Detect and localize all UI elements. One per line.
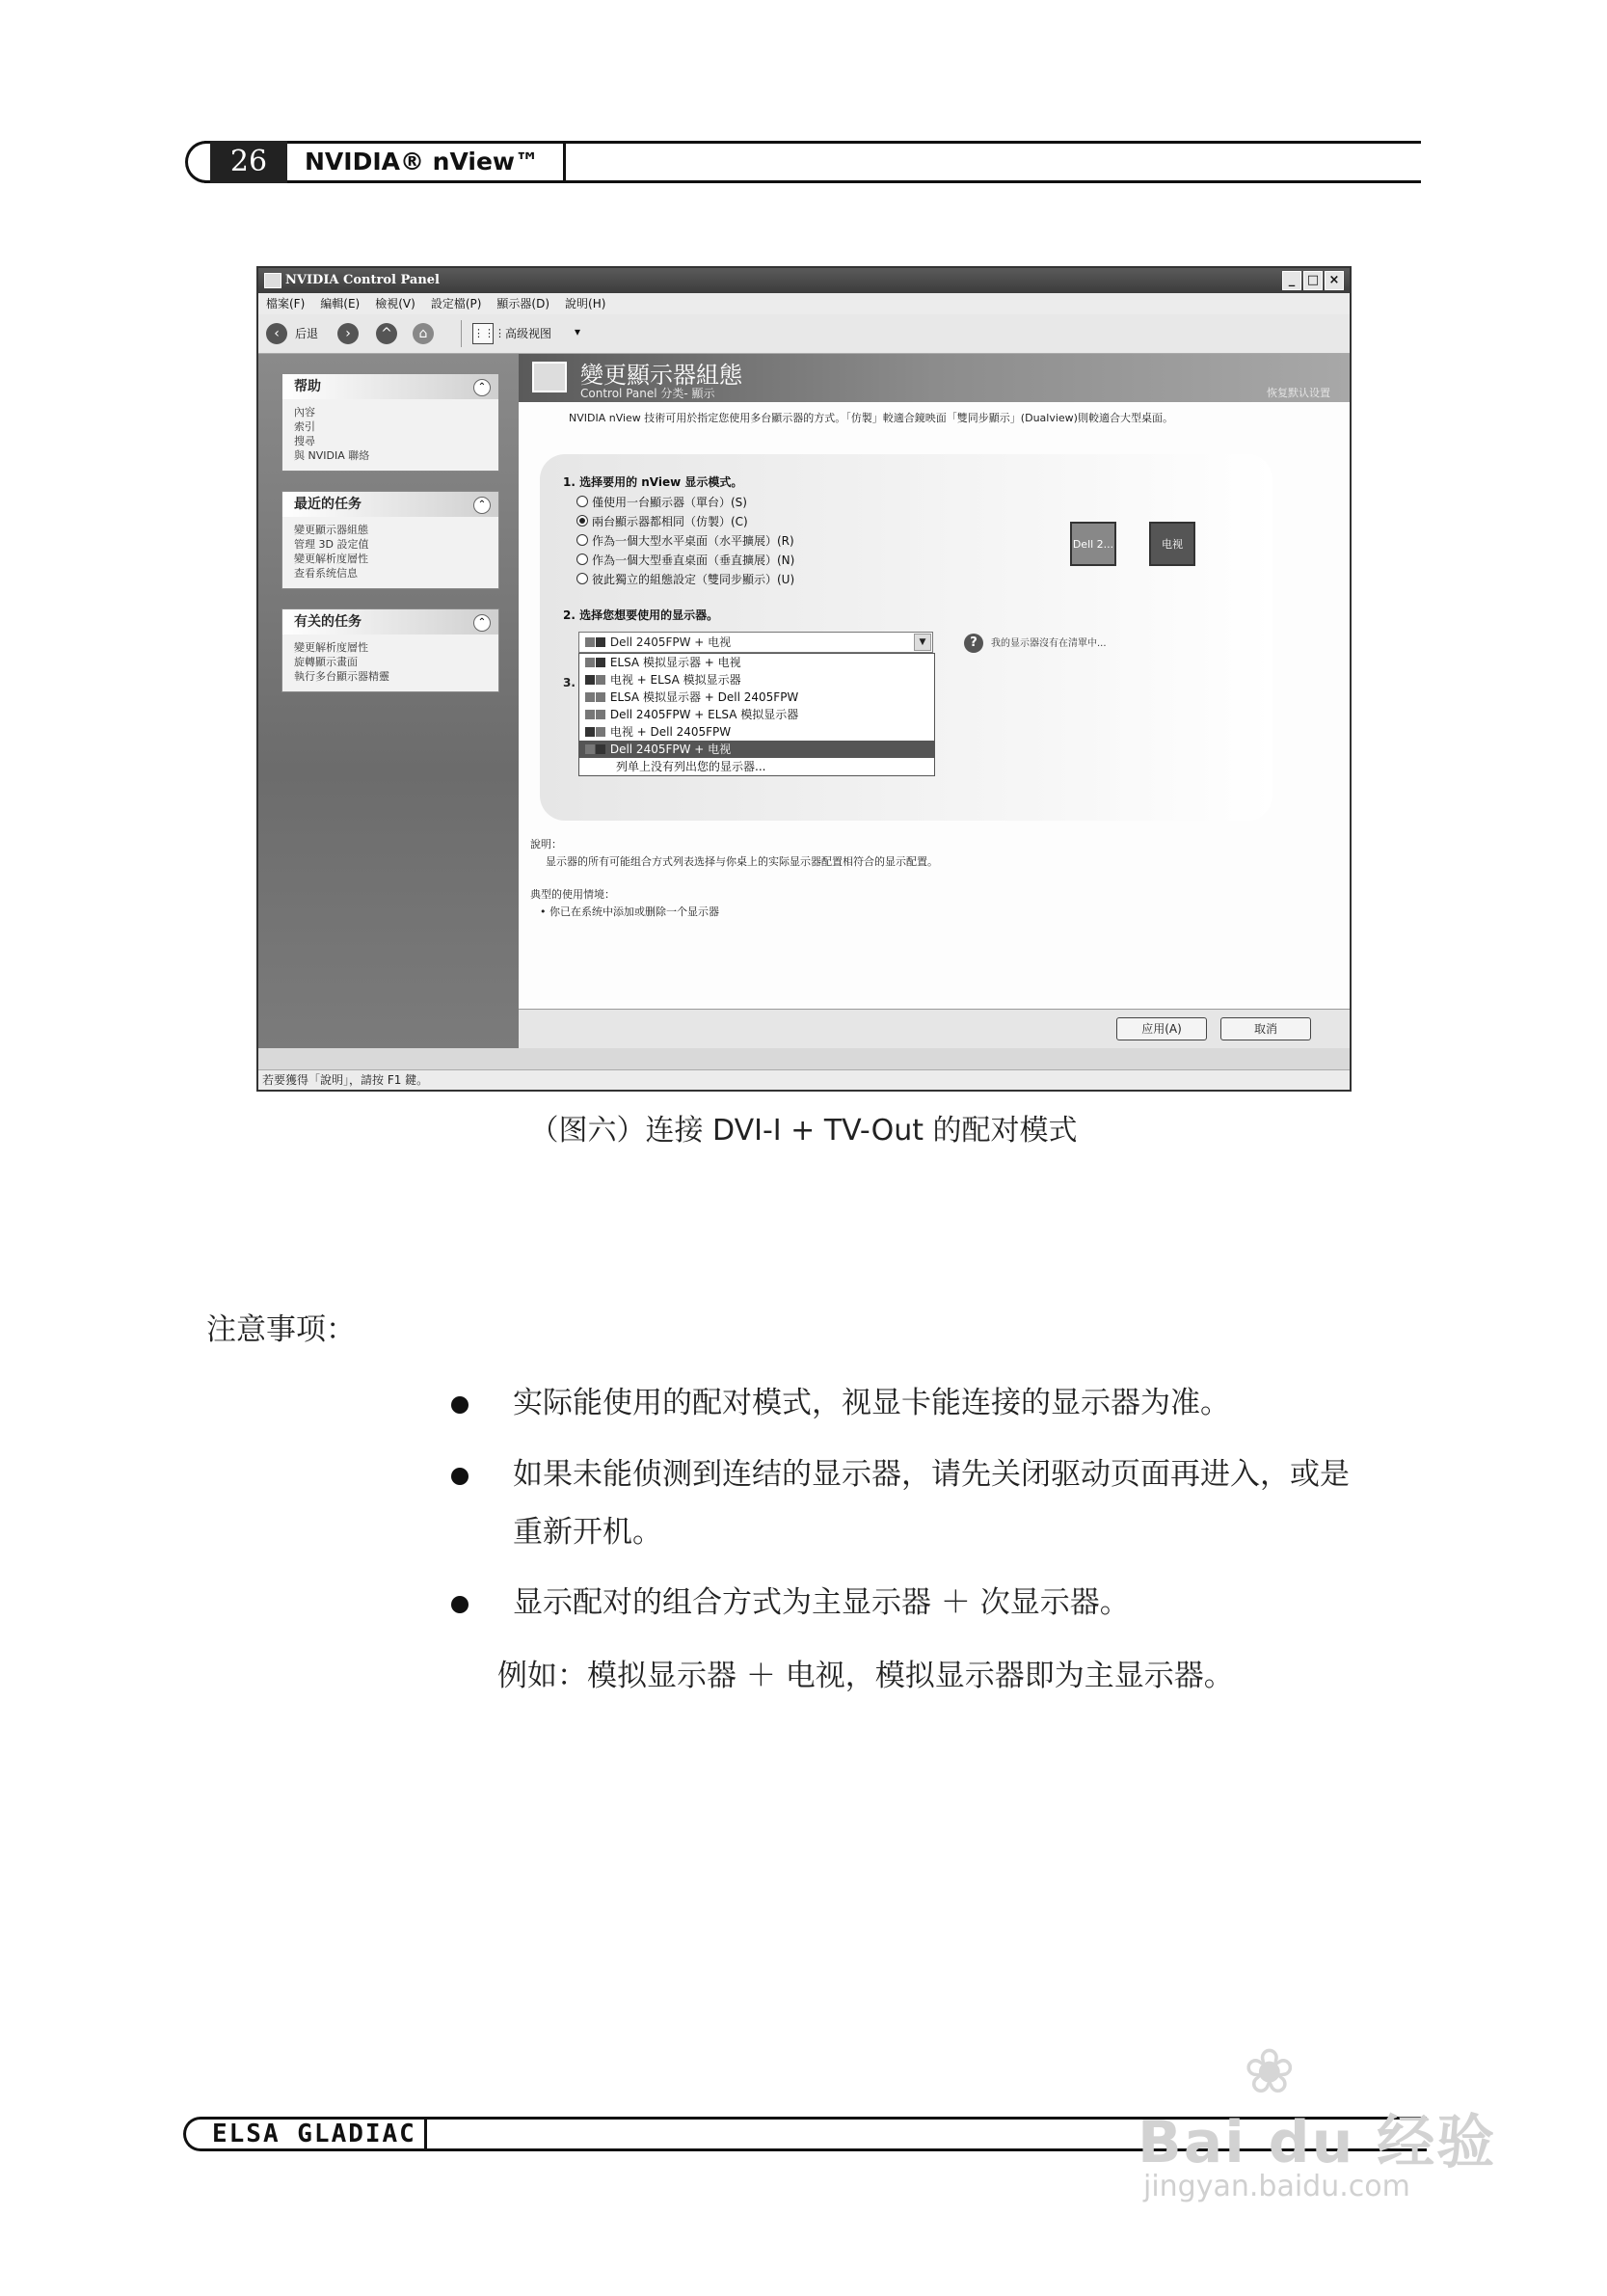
- task-group-title[interactable]: 最近的任务 ⌃: [282, 492, 498, 517]
- example-text: 例如：模拟显示器 ＋ 电视，模拟显示器即为主显示器。: [497, 1659, 1234, 1693]
- chevron-down-icon[interactable]: ▼: [914, 634, 931, 651]
- menu-view[interactable]: 檢視(V): [375, 297, 415, 311]
- task-link[interactable]: 執行多台顯示器精靈: [294, 670, 389, 683]
- radio-dualview[interactable]: 彼此獨立的組態設定（雙同步顯示）(U): [576, 571, 794, 587]
- header-separator: [563, 141, 566, 183]
- app-icon: [264, 273, 281, 288]
- restore-defaults-link[interactable]: 恢复默认设置: [1267, 387, 1330, 399]
- footer-brand: ELSA GLADIAC: [212, 2120, 416, 2148]
- advanced-view-label[interactable]: 高级视图: [505, 327, 552, 340]
- banner-subtitle: Control Panel 分类- 顯示: [580, 387, 715, 400]
- task-link[interactable]: 內容: [294, 406, 315, 419]
- menu-display[interactable]: 顯示器(D): [496, 297, 550, 311]
- back-arrow-icon[interactable]: ‹: [266, 323, 287, 344]
- bullet-text: 实际能使用的配对模式，视显卡能连接的显示器为准。: [513, 1386, 1230, 1420]
- radio-circle-checked[interactable]: [576, 515, 588, 527]
- dropdown-option[interactable]: 电视 + ELSA 模拟显示器: [579, 671, 934, 689]
- task-link[interactable]: 搜尋: [294, 435, 315, 447]
- status-bar: 若要獲得「說明」，請按 F1 鍵。: [258, 1069, 1350, 1090]
- description-text: 显示器的所有可能组合方式列表选择与你桌上的实际显示器配置相符合的显示配置。: [546, 855, 938, 868]
- dropdown-option[interactable]: 电视 + Dell 2405FPW: [579, 723, 934, 741]
- section-2-title: 2. 选择您想要使用的显示器。: [563, 608, 719, 622]
- radio-circle[interactable]: [576, 554, 588, 565]
- bullet-dot: [451, 1468, 469, 1485]
- menu-bar: [258, 293, 1350, 315]
- notice-title: 注意事项：: [206, 1312, 356, 1347]
- monitor-tv-icon[interactable]: 电视: [1149, 522, 1195, 566]
- page-header: [185, 141, 1421, 183]
- menu-help[interactable]: 說明(H): [565, 297, 606, 311]
- task-link[interactable]: 索引: [294, 420, 315, 433]
- task-group-related: [281, 608, 499, 692]
- help-link[interactable]: ? 我的显示器沒有在清單中...: [964, 634, 1107, 653]
- task-link[interactable]: 查看系统信息: [294, 567, 358, 580]
- maximize-button[interactable]: □: [1303, 271, 1323, 290]
- collapse-chevron-icon[interactable]: ⌃: [473, 614, 491, 632]
- figure-caption: （图六）连接 DVI-I + TV-Out 的配对模式: [529, 1114, 1078, 1148]
- bullet-dot: [451, 1396, 469, 1414]
- control-panel-window: [256, 266, 1352, 1092]
- view-dropdown-arrow-icon[interactable]: ▾: [575, 325, 581, 338]
- task-group-title[interactable]: 有关的任务 ⌃: [282, 609, 498, 635]
- task-link[interactable]: 變更解析度層性: [294, 553, 368, 565]
- forward-arrow-icon[interactable]: ›: [337, 323, 359, 344]
- task-group-recent: [281, 491, 499, 589]
- bullet-dot: [451, 1596, 469, 1613]
- radio-circle[interactable]: [576, 573, 588, 584]
- combo-value: Dell 2405FPW + 电视: [609, 635, 732, 649]
- tv-mini-icon: [596, 637, 605, 647]
- dropdown-option[interactable]: ELSA 模拟显示器 + Dell 2405FPW: [579, 689, 934, 706]
- radio-vertical-span[interactable]: 作為一個大型垂直桌面（垂直擴展）(N): [576, 552, 794, 568]
- toolbar-separator: [461, 320, 462, 347]
- task-link[interactable]: 變更顯示器組態: [294, 524, 368, 536]
- header-title: NVIDIA® nView™: [305, 148, 540, 176]
- radio-horizontal-span[interactable]: 作為一個大型水平桌面（水平擴展）(R): [576, 532, 794, 549]
- usage-text: • 你已在系统中添加或删除一个显示器: [540, 905, 719, 918]
- radio-circle[interactable]: [576, 534, 588, 546]
- menu-file[interactable]: 檔案(F): [266, 297, 306, 311]
- dropdown-option[interactable]: ELSA 模拟显示器 + 电视: [579, 654, 934, 671]
- collapse-chevron-icon[interactable]: ⌃: [473, 497, 491, 514]
- close-button[interactable]: ×: [1325, 271, 1344, 290]
- usage-title: 典型的使用情境：: [530, 888, 615, 901]
- bullet-text-continued: 重新开机。: [513, 1515, 662, 1550]
- monitor-dell-icon[interactable]: Dell 2...: [1070, 522, 1116, 566]
- menu-profile[interactable]: 設定檔(P): [430, 297, 482, 311]
- display-combo-select[interactable]: [578, 632, 933, 653]
- apply-button[interactable]: 应用(A): [1116, 1017, 1207, 1040]
- home-icon[interactable]: ⌂: [413, 323, 434, 344]
- window-title: NVIDIA Control Panel: [285, 273, 440, 287]
- task-pane: [258, 354, 519, 1048]
- watermark-logo: Bai du 经验: [1138, 2109, 1497, 2176]
- bullet-text: 显示配对的组合方式为主显示器 ＋ 次显示器。: [513, 1585, 1130, 1620]
- cancel-button[interactable]: 取消: [1220, 1017, 1311, 1040]
- dropdown-option-selected[interactable]: Dell 2405FPW + 电视: [579, 741, 934, 758]
- task-link[interactable]: 管理 3D 設定值: [294, 538, 369, 551]
- task-link[interactable]: 變更解析度層性: [294, 641, 368, 654]
- radio-single[interactable]: 僅使用一台顯示器（單台）(S): [576, 494, 747, 510]
- back-label[interactable]: 后退: [295, 327, 319, 340]
- task-link[interactable]: 與 NVIDIA 聯絡: [294, 449, 370, 462]
- baidu-watermark: [1138, 2037, 1504, 2210]
- page-number: 26: [210, 141, 287, 183]
- watermark-url: jingyan.baidu.com: [1143, 2170, 1410, 2203]
- dropdown-option[interactable]: 列单上没有列出您的显示器...: [616, 760, 766, 773]
- description-title: 說明：: [530, 838, 562, 851]
- window-titlebar: [258, 268, 1350, 293]
- view-grid-icon[interactable]: ⋮⋮⋮: [472, 323, 494, 344]
- page-banner: [519, 354, 1350, 402]
- task-link[interactable]: 旋轉顯示畫面: [294, 656, 358, 668]
- task-group-help: [281, 373, 499, 472]
- display-dropdown-list: [578, 653, 935, 776]
- paw-logo-icon: ❀: [1244, 2037, 1296, 2108]
- section-1-title: 1. 选择要用的 nView 显示模式。: [563, 475, 743, 489]
- intro-text: NVIDIA nView 技術可用於指定您使用多台顯示器的方式。「仿製」較適合鏡映面「雙同步顯示」(Dualview)則較適合大型桌面。: [569, 412, 1173, 424]
- minimize-button[interactable]: _: [1282, 271, 1301, 290]
- banner-title: 變更顯示器組態: [580, 362, 742, 389]
- menu-edit[interactable]: 編輯(E): [320, 297, 361, 311]
- dropdown-option[interactable]: Dell 2405FPW + ELSA 模拟显示器: [579, 706, 934, 723]
- up-arrow-icon[interactable]: ^: [376, 323, 397, 344]
- radio-clone[interactable]: 兩台顯示器都相同（仿製）(C): [576, 513, 748, 529]
- collapse-chevron-icon[interactable]: ⌃: [473, 379, 491, 396]
- section-3-title: 3.: [563, 676, 576, 689]
- toolbar: [258, 314, 1350, 354]
- footer-separator: [424, 2117, 427, 2151]
- task-group-title[interactable]: 帮助 ⌃: [282, 374, 498, 399]
- monitor-mini-icon: [585, 637, 595, 647]
- bullet-text: 如果未能侦测到连结的显示器，请先关闭驱动页面再进入，或是: [513, 1457, 1350, 1492]
- display-config-icon: [532, 362, 567, 392]
- radio-circle[interactable]: [576, 496, 588, 507]
- content-pane: [519, 354, 1350, 1048]
- dialog-footer: [519, 1009, 1350, 1048]
- question-icon: ?: [964, 634, 983, 653]
